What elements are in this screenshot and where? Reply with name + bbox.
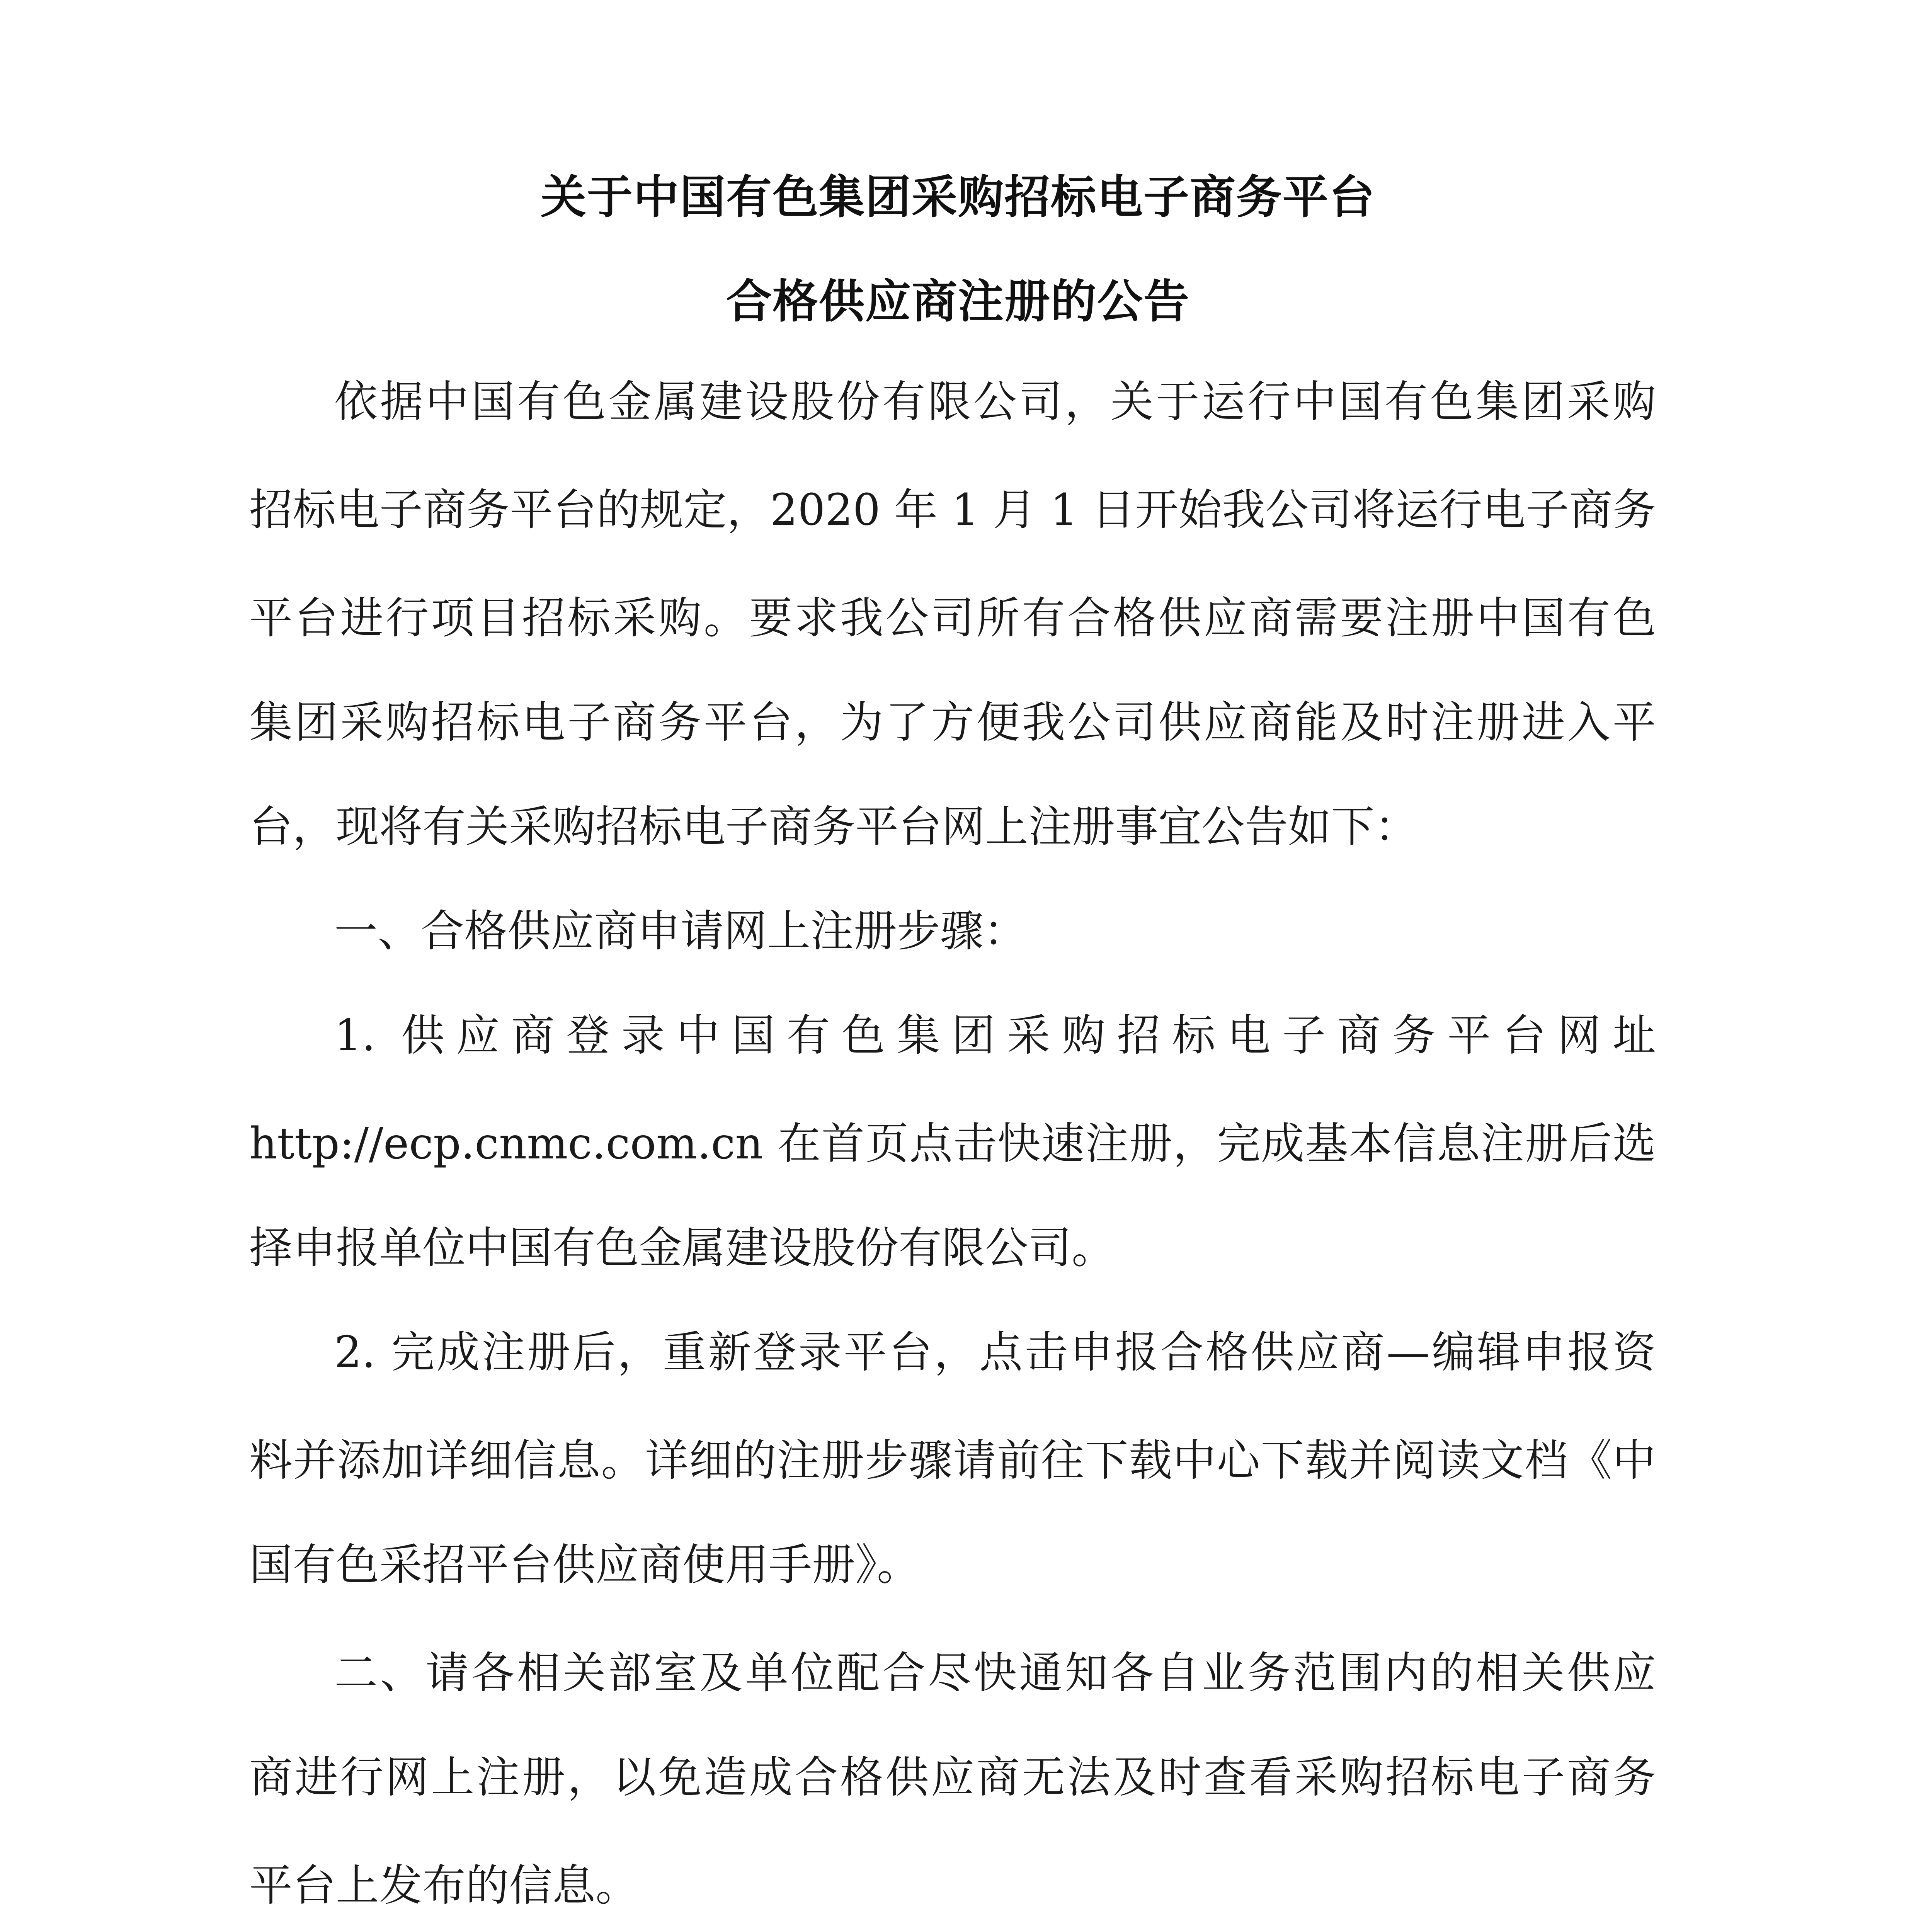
section-2-line-2: 商进行网上注册，以免造成合格供应商无法及时查看采购招标电子商务 [249,1752,1656,1803]
step-2-line-1: 2. 完成注册后，重新登录平台，点击申报合格供应商—编辑申报资 [334,1327,1656,1378]
paragraph-1-line-1: 依据中国有色金属建设股份有限公司，关于运行中国有色集团采购 [334,377,1656,427]
step-1-line-2: http://ecp.cnmc.com.cn 在首页点击快速注册，完成基本信息注册后选 [249,1119,1656,1169]
document-title-line-2: 合格供应商注册的公告 [726,275,1190,328]
section-2-line-1: 二、请各相关部室及单位配合尽快通知各自业务范围内的相关供应 [334,1648,1656,1698]
paragraph-1-line-2: 招标电子商务平台的规定，2020 年 1 月 1 日开始我公司将运行电子商务 [249,485,1656,535]
paragraph-1-line-5: 台，现将有关采购招标电子商务平台网上注册事宜公告如下： [249,802,1418,852]
section-1-heading: 一、合格供应商申请网上注册步骤： [334,906,1027,956]
document-title-line-1: 关于中国有色集团采购招标电子商务平台 [540,170,1375,224]
paragraph-1-line-4: 集团采购招标电子商务平台，为了方便我公司供应商能及时注册进入平 [249,697,1656,748]
section-2-line-3: 平台上发布的信息。 [249,1861,639,1911]
step-2-line-2: 料并添加详细信息。详细的注册步骤请前往下载中心下载并阅读文档《中 [249,1435,1656,1486]
step-2-line-3: 国有色采招平台供应商使用手册》。 [249,1540,920,1590]
paragraph-1-line-3: 平台进行项目招标采购。要求我公司所有合格供应商需要注册中国有色 [249,593,1656,643]
step-1-line-3: 择申报单位中国有色金属建设股份有限公司。 [249,1223,1115,1273]
step-1-line-1: 1. 供应商登录中国有色集团采购招标电子商务平台网址 [334,1010,1656,1061]
